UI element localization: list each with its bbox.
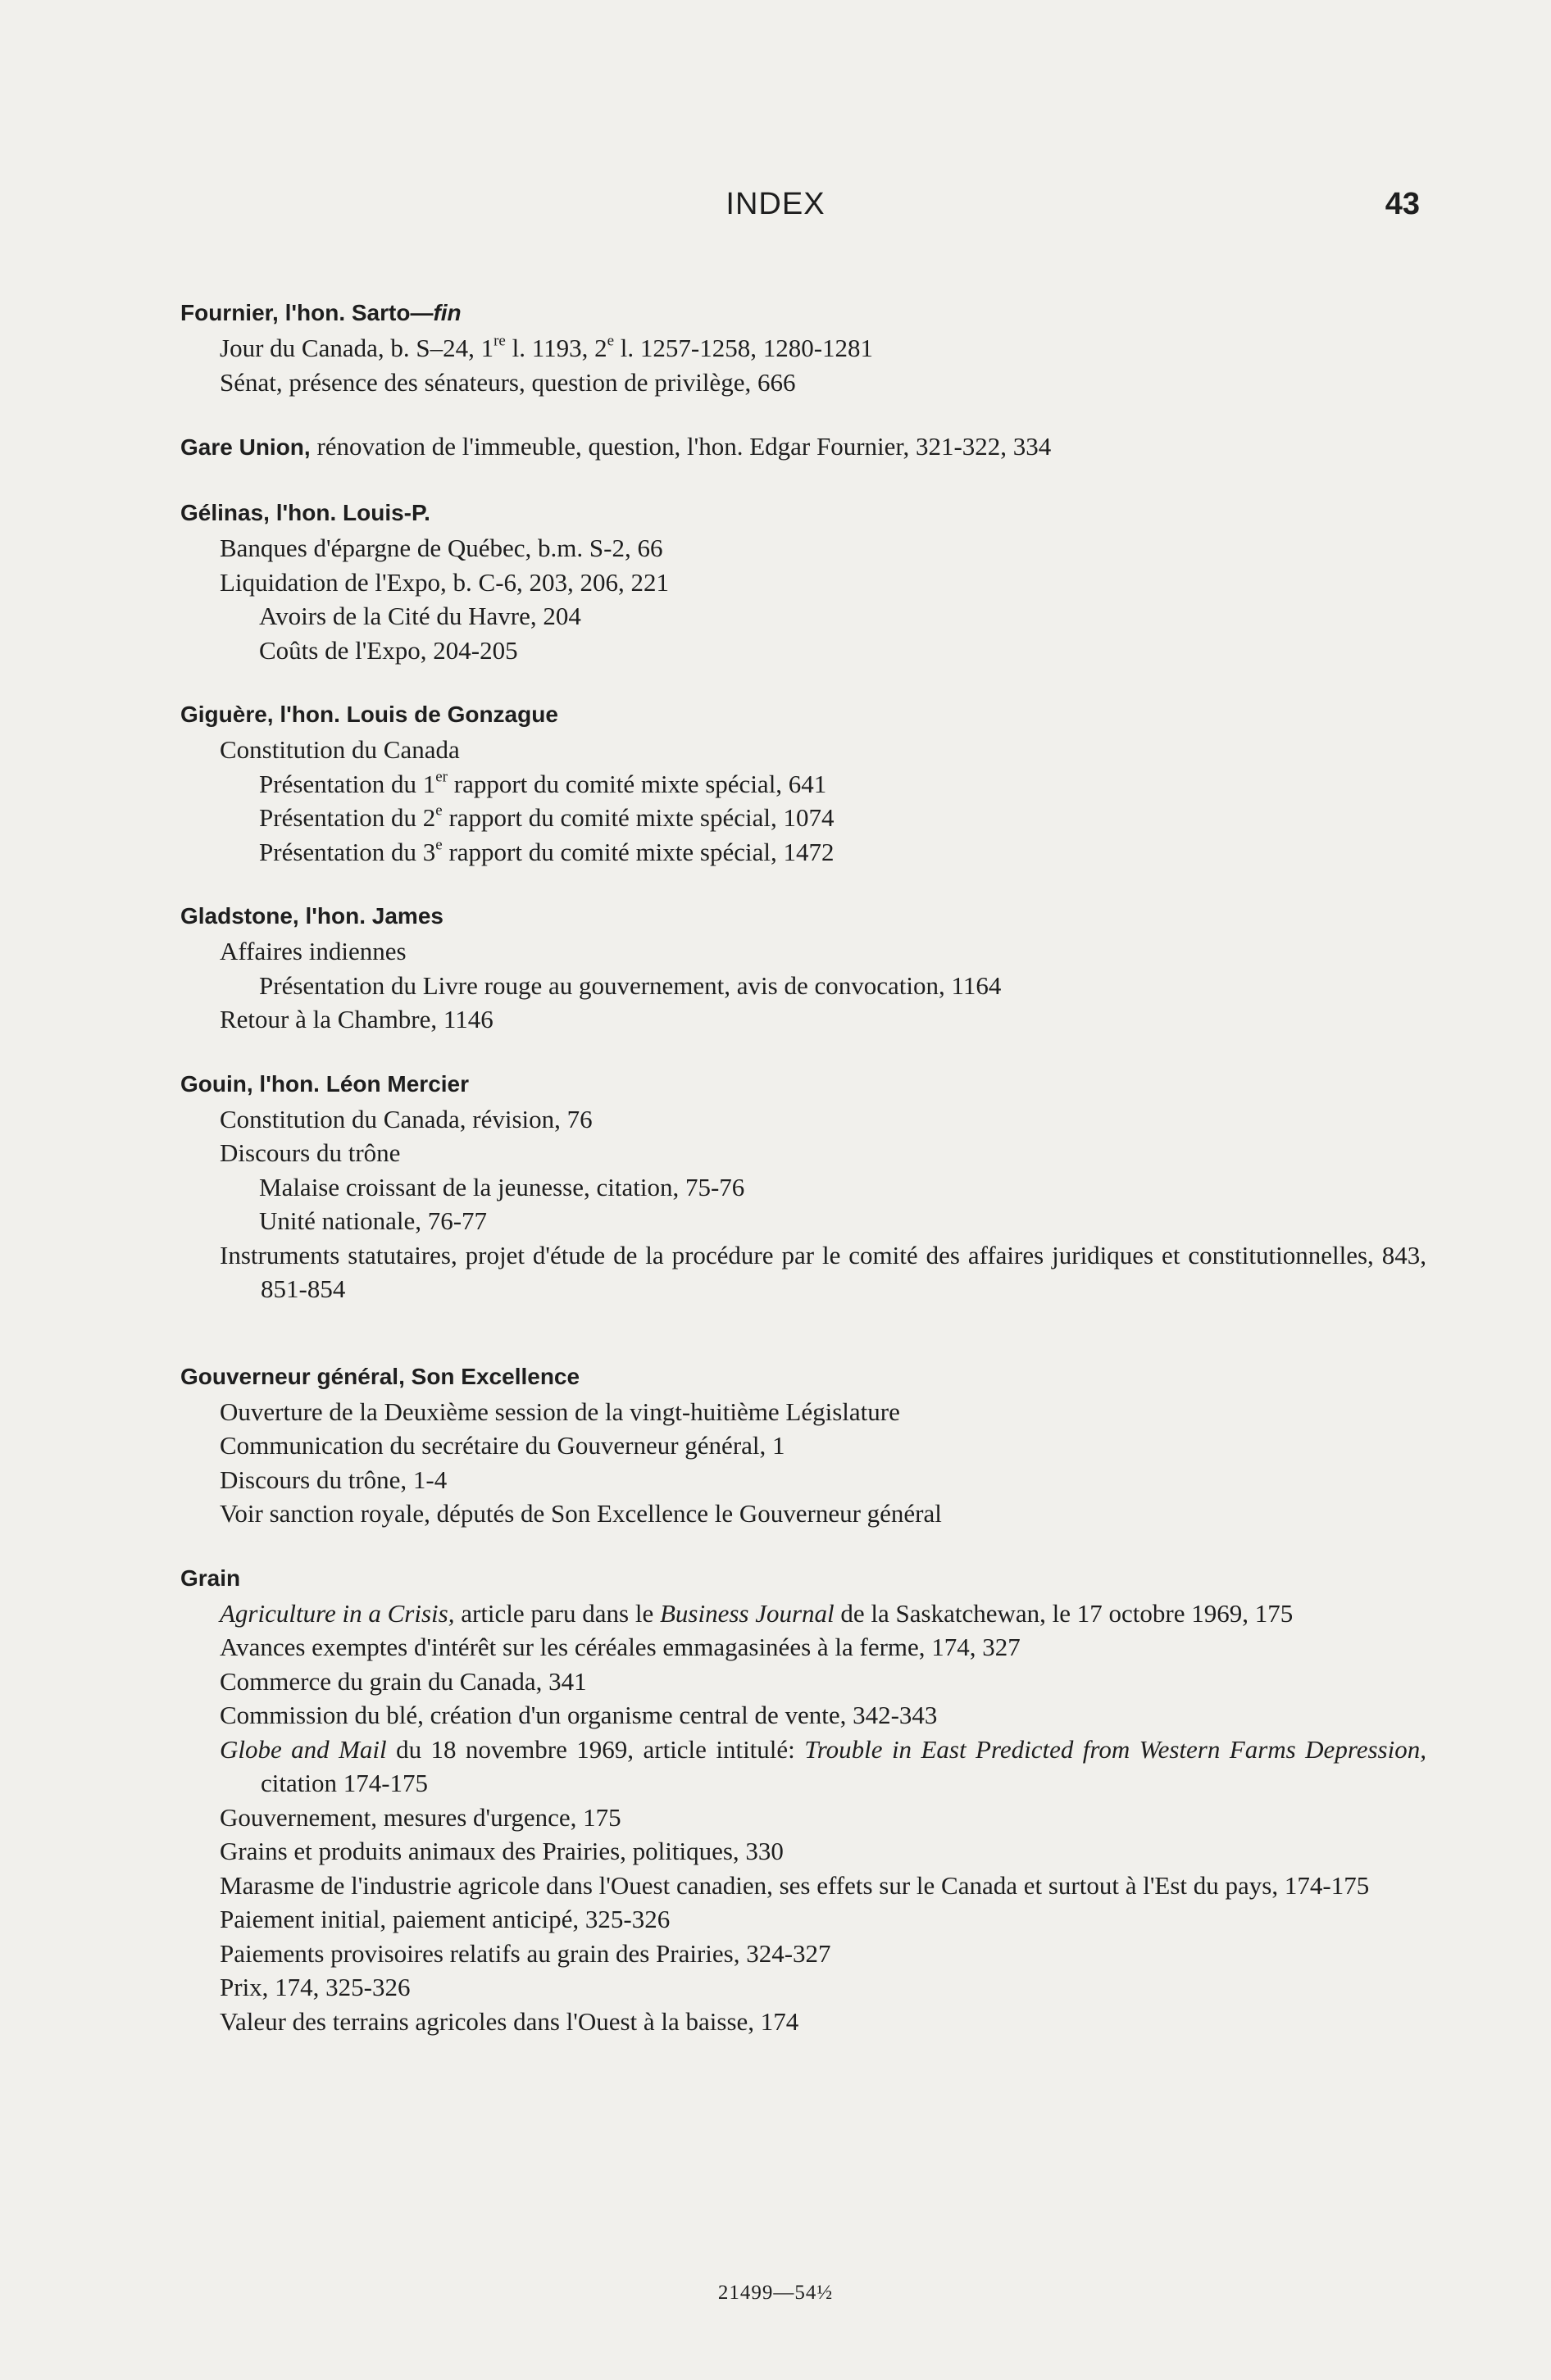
entry-heading: Grain [180,1565,241,1591]
entry-line: Globe and Mail du 18 novembre 1969, article intitulé: Trouble in East Predicted from Western Farms Depression, citation 174-175 [220,1734,1426,1797]
entry-line: Paiements provisoires relatifs au grain des Prairies, 324-327 [220,1938,831,1968]
index-entry-giguere [180,697,1426,869]
entry-subline: Coûts de l'Expo, 204-205 [259,635,518,665]
entry-line: Marasme de l'industrie agricole dans l'Ouest canadien, ses effets sur le Canada et surtout à l'Est du pays, 174-175 [220,1870,1370,1900]
entry-heading: Gladstone, l'hon. James [180,903,443,929]
index-entry-gladstone [180,898,1426,1037]
entry-line: Retour à la Chambre, 1146 [220,1005,494,1033]
index-entry-grain [180,1560,1426,2039]
entry-line: Liquidation de l'Expo, b. C-6, 203, 206, 221 [220,567,670,597]
entry-line: Jour du Canada, b. S–24, 1re l. 1193, 2e l. 1257-1258, 1280-1281 [220,332,874,362]
page-footer-code: 21499—54½ [717,2282,834,2304]
page-number: 43 [1385,187,1420,221]
entry-heading: Fournier, l'hon. Sarto—fin [180,300,462,325]
entry-line: Commission du blé, création d'un organisme central de vente, 342-343 [220,1701,938,1729]
index-content [180,295,1426,2068]
entry-heading: Giguère, l'hon. Louis de Gonzague [180,702,558,727]
page-title: INDEX [725,187,826,221]
entry-heading: Gouverneur général, Son Excellence [180,1363,580,1389]
entry-line: Valeur des terrains agricoles dans l'Ouest à la baisse, 174 [220,2006,799,2036]
entry-subline: Présentation du 3e rapport du comité mixte spécial, 1472 [259,836,835,866]
entry-line: Banques d'épargne de Québec, b.m. S-2, 66 [220,534,663,562]
entry-subline: Avoirs de la Cité du Havre, 204 [259,602,581,630]
entry-subline: Présentation du 1er rapport du comité mixte spécial, 641 [259,768,827,798]
index-entry-gelinas [180,495,1426,667]
entry-line: Affaires indiennes [220,937,407,965]
index-entry-gare-union [180,429,1426,466]
entry-line: Voir sanction royale, députés de Son Excellence le Gouverneur général [220,1499,942,1528]
index-entry-gouverneur-general [180,1359,1426,1531]
entry-line: Discours du trône [220,1138,401,1167]
entry-subline: Présentation du 2e rapport du comité mixte spécial, 1074 [259,802,835,832]
entry-heading: Gélinas, l'hon. Louis-P. [180,500,430,525]
entry-heading: Gouin, l'hon. Léon Mercier [180,1070,470,1097]
index-entry-fournier [180,295,1426,399]
entry-line: Constitution du Canada [220,735,460,764]
entry-line: Grains et produits animaux des Prairies, politiques, 330 [220,1837,784,1865]
entry-line: Constitution du Canada, révision, 76 [220,1104,593,1133]
entry-line: Avances exemptes d'intérêt sur les céréales emmagasinées à la ferme, 174, 327 [220,1633,1021,1661]
entry-line: Discours du trône, 1-4 [220,1465,448,1494]
entry-line: Ouverture de la Deuxième session de la vingt-huitième Législature [220,1397,900,1426]
entry-line: Communication du secrétaire du Gouverneur général, 1 [220,1431,785,1460]
entry-subline: Malaise croissant de la jeunesse, citation, 75-76 [259,1172,745,1201]
entry-line: Gouvernement, mesures d'urgence, 175 [220,1802,621,1832]
index-entry-gouin [180,1066,1426,1306]
entry-line: Prix, 174, 325-326 [220,1973,411,2001]
entry-line: Agriculture in a Crisis, article paru dans le Business Journal de la Saskatchewan, le 17 octobre 1969, 175 [220,1598,1294,1628]
entry-subline: Unité nationale, 76-77 [259,1206,488,1235]
entry-line: Commerce du grain du Canada, 341 [220,1666,587,1696]
entry-line: Sénat, présence des sénateurs, question de privilège, 666 [220,367,796,397]
entry-line: Instruments statutaires, projet d'étude de la procédure par le comité des affaires juridiques et constitutionnelles, 843, 851-854 [220,1240,1426,1303]
entry-heading: Gare Union, rénovation de l'immeuble, question, l'hon. Edgar Fournier, 321-322, 334 [180,432,1052,461]
entry-line: Paiement initial, paiement anticipé, 325-326 [220,1905,671,1933]
entry-subline: Présentation du Livre rouge au gouvernement, avis de convocation, 1164 [259,970,1002,1000]
